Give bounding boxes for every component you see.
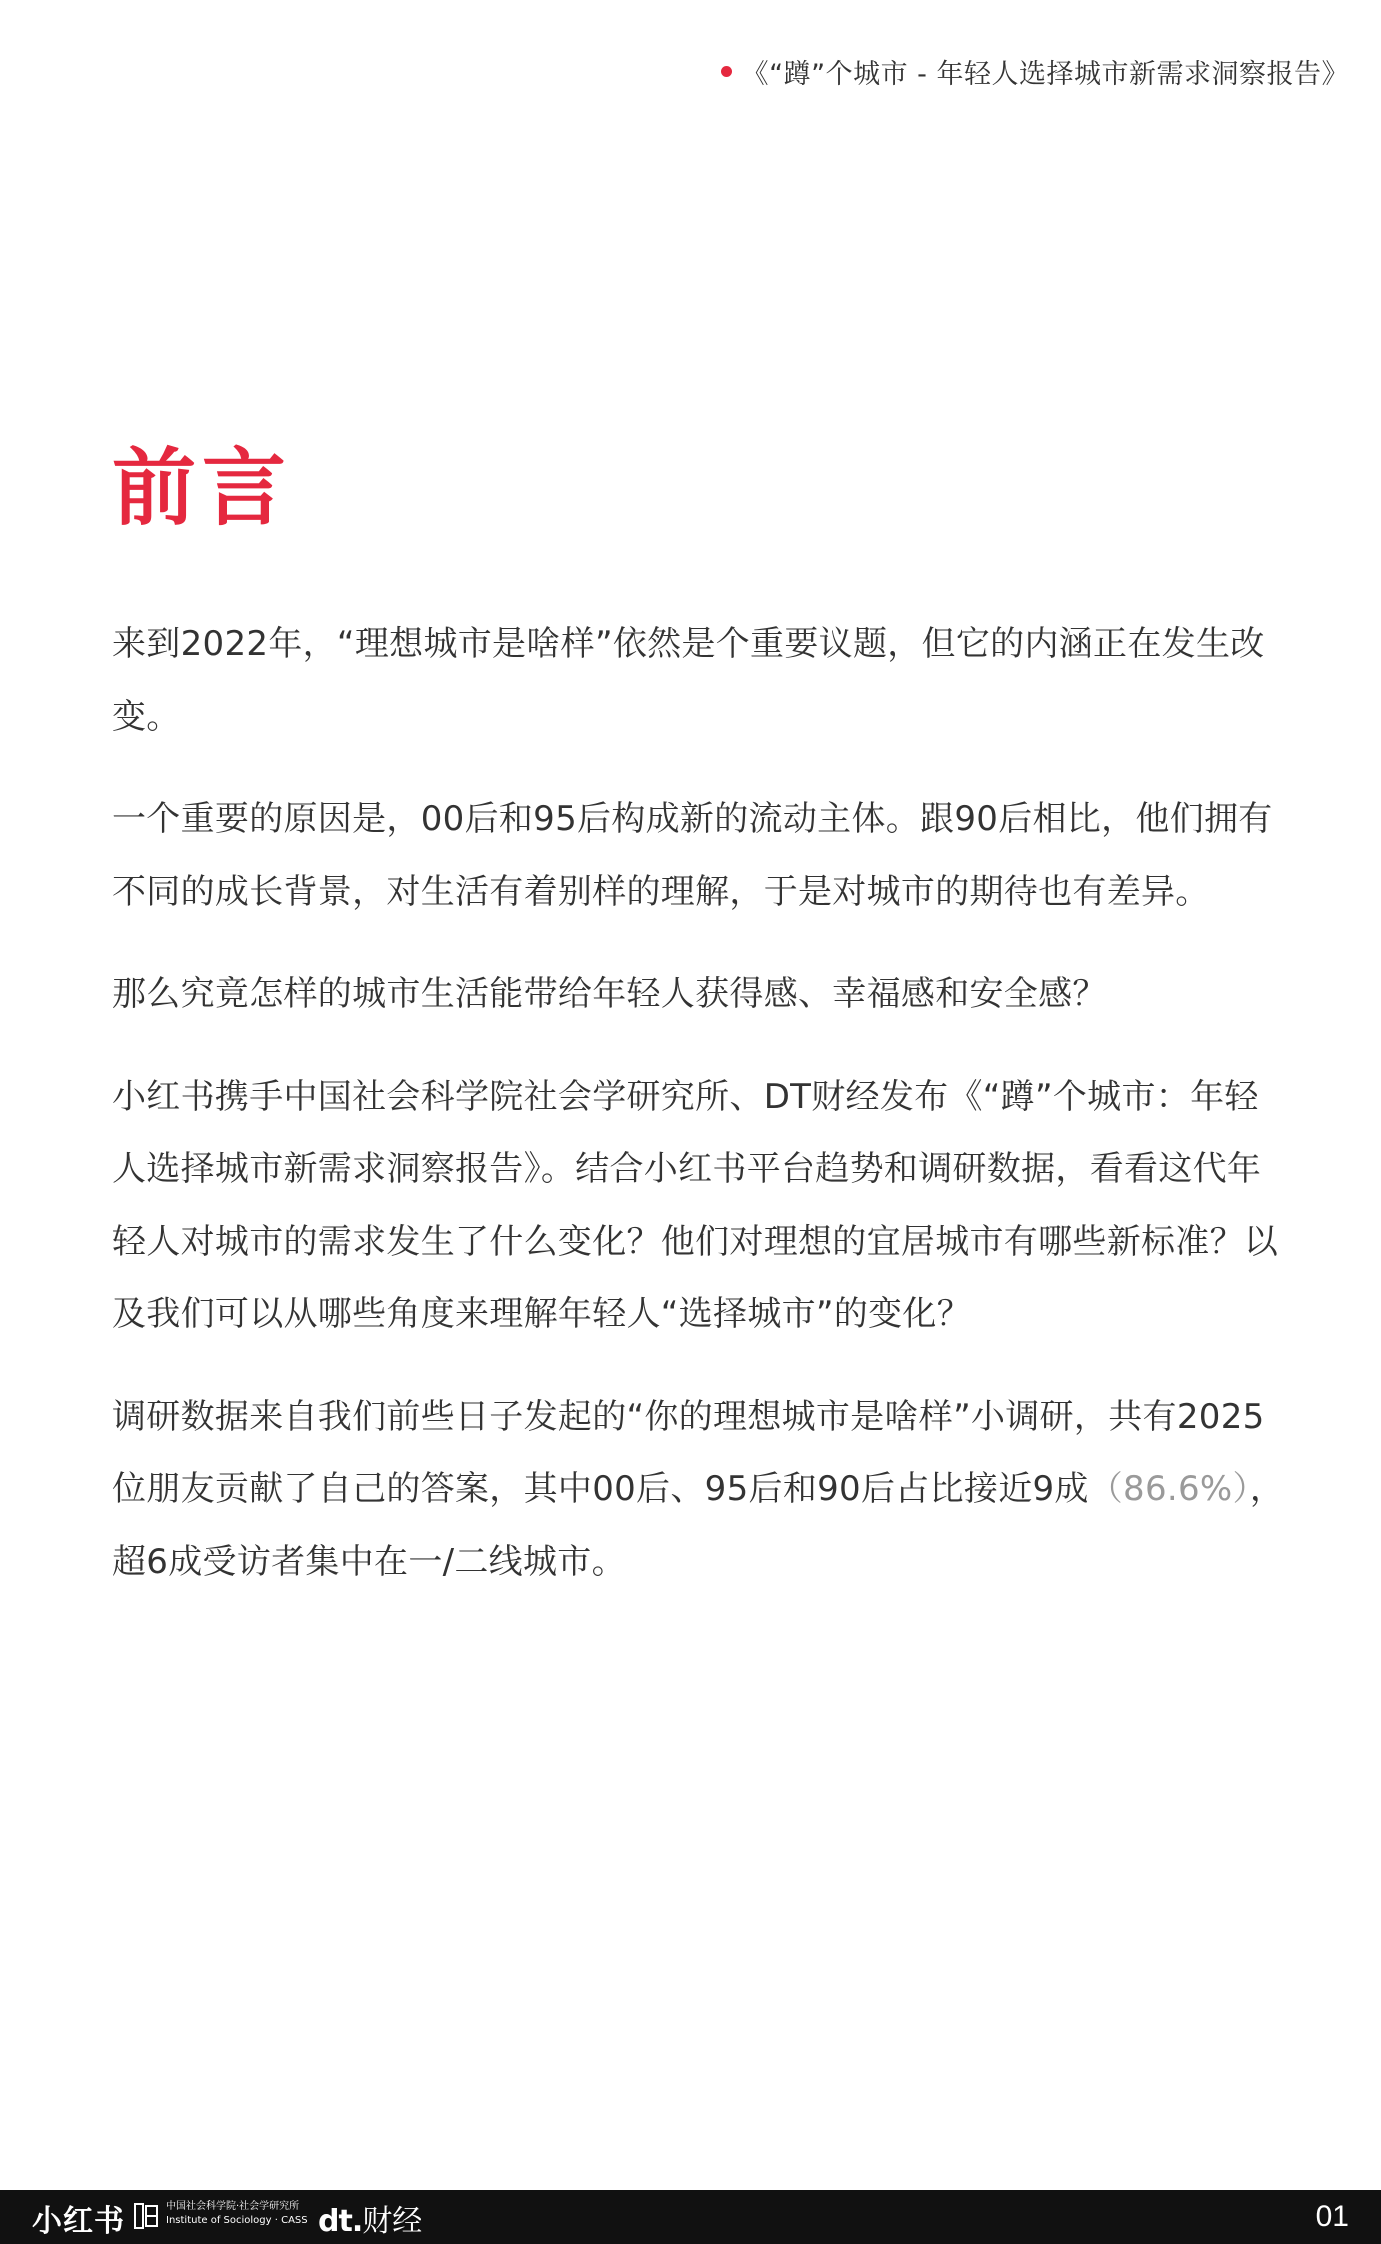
footer-bar	[0, 2190, 1381, 2244]
page-number: 01	[1315, 2200, 1349, 2233]
cass-name-cn: 中国社会科学院·社会学研究所	[166, 2201, 300, 2212]
cass-name-en: Institute of Sociology · CASS	[166, 2215, 308, 2226]
report-title: 《“蹲”个城市 - 年轻人选择城市新需求洞察报告》	[741, 59, 1349, 90]
survey-text-part1: 调研数据来自我们前些日子发起的“你的理想城市是啥样”小调研，共有2025位朋友贡献了自己的答案，其中00后、95后和90后占比接近9成	[112, 1396, 1265, 1509]
paragraph: 小红书携手中国社会科学院社会学研究所、DT财经发布《“蹲”个城市：年轻人选择城市新需求洞察报告》。结合小红书平台趋势和调研数据，看看这代年轻人对城市的需求发生了什么变化？他们对理想的宜居城市有哪些新标准？以及我们可以从哪些角度来理解年轻人“选择城市”的变化？	[112, 1076, 1279, 1334]
bullet-dot-icon	[721, 66, 732, 77]
xiaohongshu-logo: 小红书	[32, 2204, 125, 2239]
survey-text-part2: ，超6成受访者集中在一/二线城市。	[112, 1469, 1285, 1582]
paragraph: 那么究竟怎样的城市生活能带给年轻人获得感、幸福感和安全感？	[112, 974, 1107, 1014]
report-header	[721, 52, 1349, 91]
cass-logo-text	[166, 2200, 308, 2228]
paragraph: 来到2022年，“理想城市是啥样”依然是个重要议题，但它的内涵正在发生改变。	[112, 624, 1265, 737]
dt-finance-logo	[318, 2196, 422, 2240]
survey-percentage: （86.6%）	[1088, 1469, 1250, 1509]
page-title: 前言	[112, 439, 293, 537]
main-content	[112, 608, 1292, 1628]
dt-mark: dt.	[318, 2204, 363, 2239]
dt-text: 财经	[362, 2204, 423, 2239]
paragraph: 一个重要的原因是，00后和95后构成新的流动主体。跟90后相比，他们拥有不同的成长背景，对生活有着别样的理解，于是对城市的期待也有差异。	[112, 799, 1273, 912]
paragraph-survey	[112, 1381, 1292, 1599]
cass-emblem-icon	[132, 2200, 160, 2232]
